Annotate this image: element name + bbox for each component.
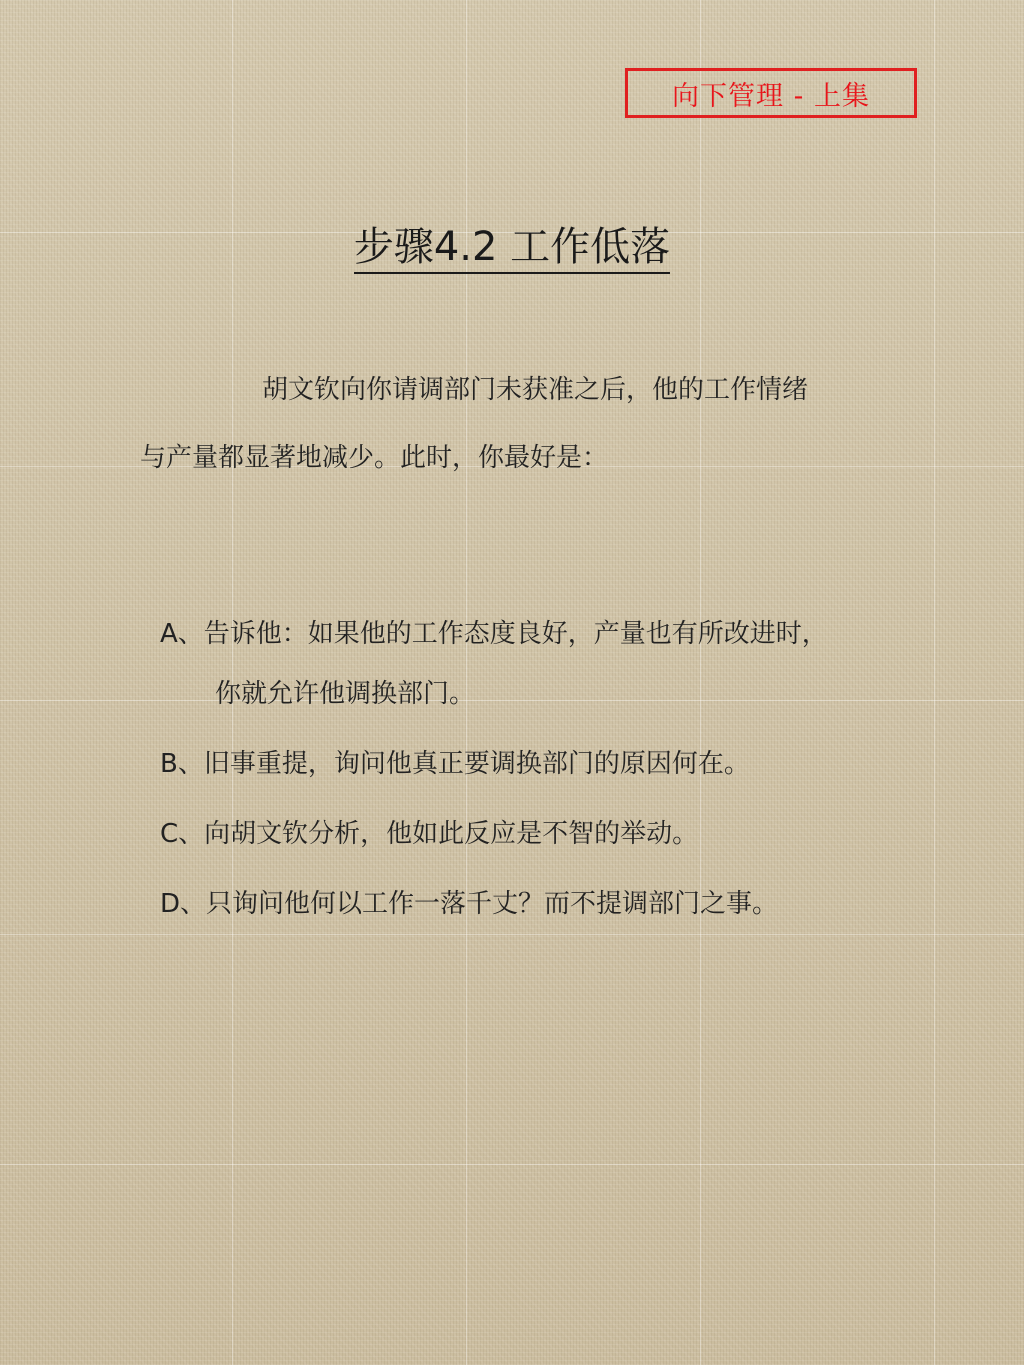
option-d bbox=[160, 882, 960, 926]
page-title-text: 步骤4.2 工作低落 bbox=[354, 224, 670, 274]
option-c-line-1: C、向胡文钦分析，他如此反应是不智的举动。 bbox=[160, 819, 699, 849]
answer-options bbox=[160, 612, 960, 926]
question-line-2: 与产量都显著地减少。此时，你最好是： bbox=[140, 443, 609, 473]
option-a-line-2: 你就允许他调换部门。 bbox=[215, 679, 476, 709]
option-b bbox=[160, 742, 960, 786]
question-text bbox=[140, 356, 920, 492]
page-title bbox=[0, 215, 1024, 272]
option-a-line-1: A、告诉他：如果他的工作态度良好，产量也有所改进时， bbox=[160, 619, 828, 649]
option-c bbox=[160, 812, 960, 856]
option-d-line-1: D、只询问他何以工作一落千丈？而不提调部门之事。 bbox=[160, 889, 779, 919]
section-tag bbox=[625, 68, 917, 118]
option-a bbox=[160, 612, 960, 716]
option-b-line-1: B、旧事重提，询问他真正要调换部门的原因何在。 bbox=[160, 749, 750, 779]
question-line-1: 胡文钦向你请调部门未获准之后，他的工作情绪 bbox=[262, 375, 809, 405]
section-tag-label: 向下管理 - 上集 bbox=[672, 80, 870, 112]
